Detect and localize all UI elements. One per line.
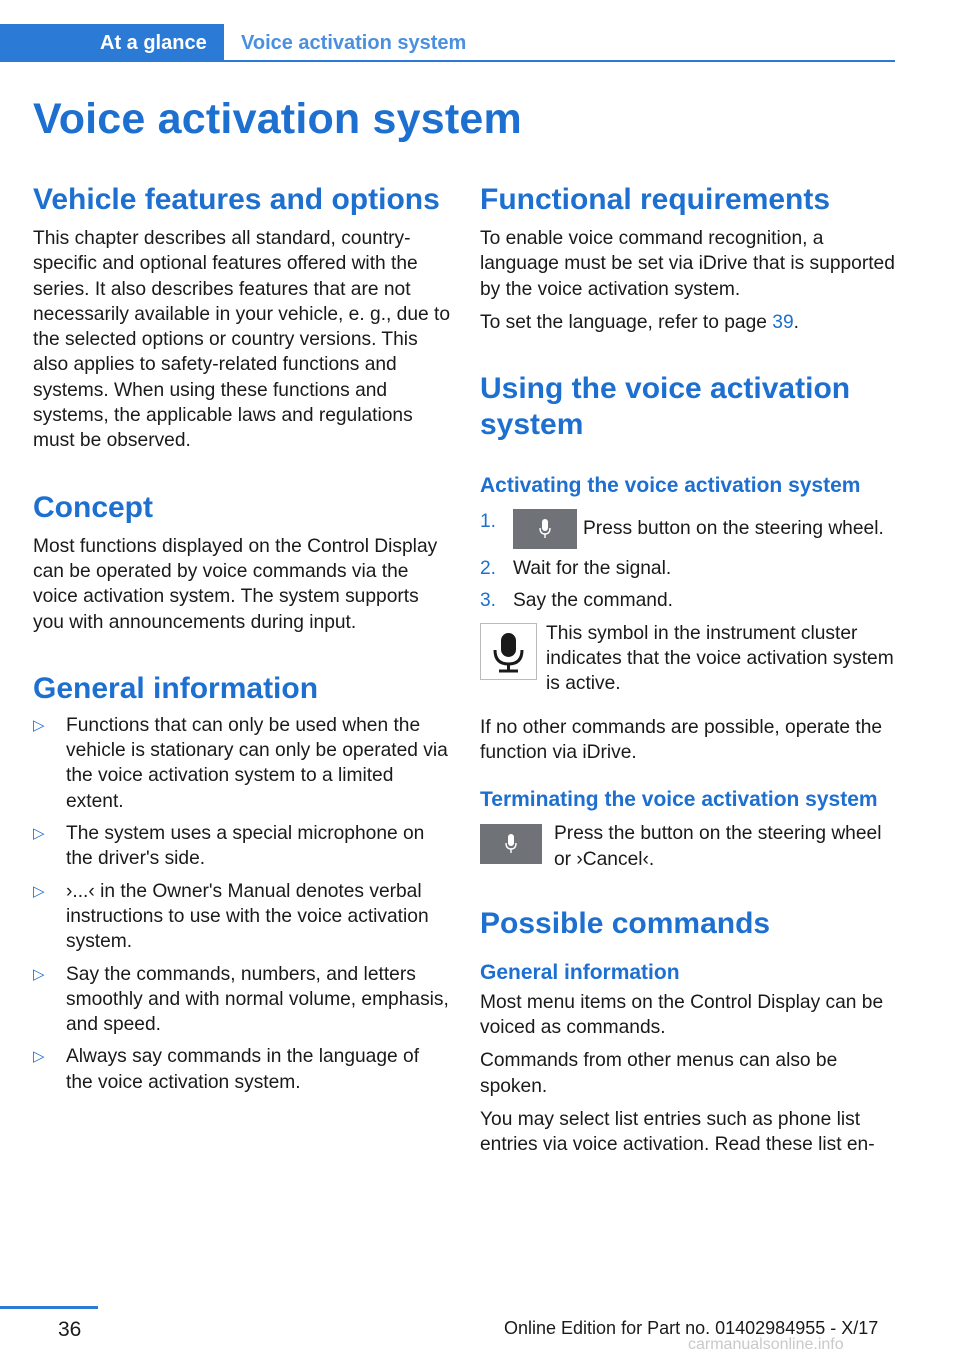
watermark: carmanualsonline.info — [688, 1336, 844, 1353]
possible-general-heading: General information — [480, 960, 680, 984]
list-item: ▷ The system uses a special microphone on the driver's side. — [33, 823, 425, 870]
language-reference: To set the language, refer to page 39. — [480, 311, 799, 333]
list-item: ▷ Always say commands in the language of the voice activation system. — [33, 1046, 420, 1093]
list-item: 2. Wait for the signal. — [480, 558, 672, 580]
edition-text: Online Edition for Part no. 01402984955 - X/17 — [504, 1318, 879, 1338]
triangle-bullet-icon: ▷ — [33, 716, 45, 734]
triangle-bullet-icon: ▷ — [33, 882, 45, 900]
possible-p2: Commands from other menus can also be spoken. — [480, 1050, 838, 1097]
possible-commands-heading: Possible commands — [480, 906, 771, 940]
cluster-symbol-text: This symbol in the instrument cluster indicates that the voice activation system is active. — [546, 622, 894, 695]
page-title: Voice activation system — [33, 95, 522, 143]
no-commands-text: If no other commands are possible, operate the function via iDrive. — [480, 716, 883, 763]
terminating-note — [480, 821, 898, 872]
functional-body: To enable voice command recognition, a language must be set via iDrive that is supported by the voice activation system. — [480, 228, 895, 300]
possible-p3: You may select list entries such as phone list entries via voice activation. Read these list en- — [480, 1109, 875, 1156]
terminating-text: Press the button on the steering wheel or ›Cancel‹. — [554, 823, 882, 870]
list-item: ▷ Say the commands, numbers, and letters smoothly and with normal volume, emphasis, and speed. — [33, 963, 449, 1036]
microphone-icon — [539, 519, 551, 539]
general-bullet-list — [33, 713, 451, 1095]
footer-rule — [0, 1306, 98, 1309]
steering-wheel-voice-button-icon — [480, 824, 542, 864]
activating-heading: Activating the voice activation system — [480, 474, 861, 498]
concept-heading: Concept — [33, 490, 153, 524]
header-section-label: Voice activation system — [241, 32, 467, 54]
right-column — [480, 182, 898, 1158]
header-tab-label: At a glance — [100, 32, 207, 54]
activation-steps — [480, 509, 898, 614]
vehicle-body: This chapter describes all standard, country-specific and optional features offered with the series. It also describes features that are not necessarily available in your vehicle, e. g., due to the selected options or country versions. This also applies to safety-related functions and systems. When using these functions and systems, the applicable laws and regulations must be observed. — [33, 228, 451, 452]
list-item: 1. Press button on the steering wheel. — [480, 509, 898, 549]
terminating-heading: Terminating the voice activation system — [480, 788, 878, 812]
list-item: ▷ Functions that can only be used when the vehicle is stationary can only be operated via the voice activation system to a limited extent. — [33, 714, 448, 812]
vehicle-heading: Vehicle features and options — [33, 183, 440, 216]
triangle-bullet-icon: ▷ — [33, 825, 45, 843]
triangle-bullet-icon: ▷ — [33, 965, 45, 983]
microphone-icon — [505, 834, 517, 854]
general-heading: General information — [33, 671, 319, 705]
page-link[interactable]: 39 — [772, 311, 794, 333]
functional-heading: Functional requirements — [480, 183, 831, 216]
header-rule — [0, 60, 895, 62]
possible-p1: Most menu items on the Control Display can be voiced as commands. — [480, 991, 884, 1039]
steering-wheel-voice-button-icon — [513, 509, 577, 549]
left-column — [33, 182, 451, 1102]
instrument-cluster-microphone-icon — [480, 623, 537, 680]
using-heading: Using the voice activation system — [480, 372, 851, 442]
list-item: 3. Say the command. — [480, 590, 673, 612]
page-number: 36 — [58, 1318, 82, 1341]
concept-body: Most functions displayed on the Control Display can be operated by voice commands via the voice activation system. The system supports you with announcements during input. — [33, 535, 438, 633]
list-item: ▷ ›...‹ in the Owner's Manual denotes verbal instructions to use with the voice activation system. — [33, 880, 429, 953]
cluster-symbol-note — [480, 621, 898, 697]
triangle-bullet-icon: ▷ — [33, 1048, 45, 1066]
